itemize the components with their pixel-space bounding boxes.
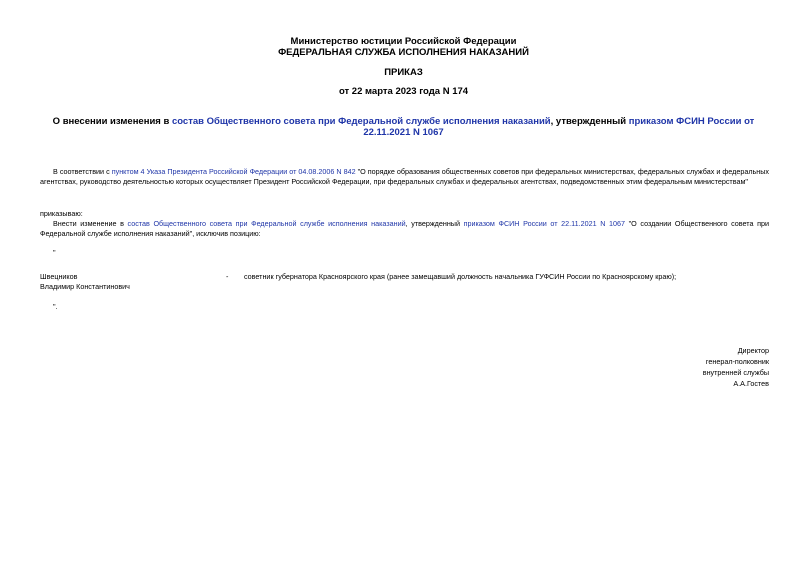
preamble-prefix: В соответствии с — [53, 167, 112, 176]
service-name: ФЕДЕРАЛЬНАЯ СЛУЖБА ИСПОЛНЕНИЯ НАКАЗАНИЙ — [278, 47, 529, 58]
body-link-council-composition[interactable]: состав Общественного совета при Федеральной службе исполнения наказаний — [127, 219, 406, 228]
signature-rank: генерал-полковник — [705, 357, 769, 366]
preamble-paragraph — [40, 167, 769, 187]
document-date-number: от 22 марта 2023 года N 174 — [338, 86, 469, 97]
entry-dash: - — [226, 272, 229, 281]
title-link-order-1067[interactable]: приказом ФСИН России от 22.11.2021 N 1067 — [363, 116, 755, 138]
title-prefix: О внесении изменения в — [52, 116, 172, 127]
preamble-text: "О порядке образования общественных советов при федеральных министерствах, федеральных службах и федеральных агентствах, руководство деятельностью которых осуществляет Президент Российской Федерации, при федеральных службах и федеральных агентствах, подведомственных этим федеральным министерствам" — [40, 167, 770, 186]
entry-name-given: Владимир Константинович — [40, 282, 130, 291]
body-link-order-1067[interactable]: приказом ФСИН России от 22.11.2021 N 1067 — [463, 219, 626, 228]
document-type: ПРИКАЗ — [384, 67, 423, 78]
signature-service: внутренней службы — [702, 368, 769, 377]
entry-description: советник губернатора Красноярского края (ранее замещавший должность начальника ГУФСИН России по Красноярскому краю); — [244, 272, 677, 281]
quote-close: ". — [53, 302, 58, 311]
entry-name-surname: Швецников — [40, 272, 78, 281]
title-middle: , утвержденный — [550, 116, 629, 127]
preamble-link-decree[interactable]: пунктом 4 Указа Президента Российской Федерации от 04.08.2006 N 842 — [111, 167, 356, 176]
signature-name: А.А.Гостев — [733, 379, 769, 388]
signature-title: Директор — [737, 346, 769, 355]
body-middle: , утвержденный — [405, 219, 464, 228]
quote-open: " — [53, 248, 56, 257]
body-prefix: Внести изменение в — [53, 219, 128, 228]
ministry-name: Министерство юстиции Российской Федерации — [290, 36, 517, 47]
title-link-council-composition[interactable]: состав Общественного совета при Федеральной службе исполнения наказаний — [171, 116, 551, 127]
body-suffix: "О создании Общественного совета при Федеральной службе исполнения наказаний", исключив позицию: — [40, 219, 769, 238]
document-title — [40, 116, 767, 138]
body-paragraph — [40, 219, 769, 239]
order-word: приказываю: — [40, 209, 83, 218]
